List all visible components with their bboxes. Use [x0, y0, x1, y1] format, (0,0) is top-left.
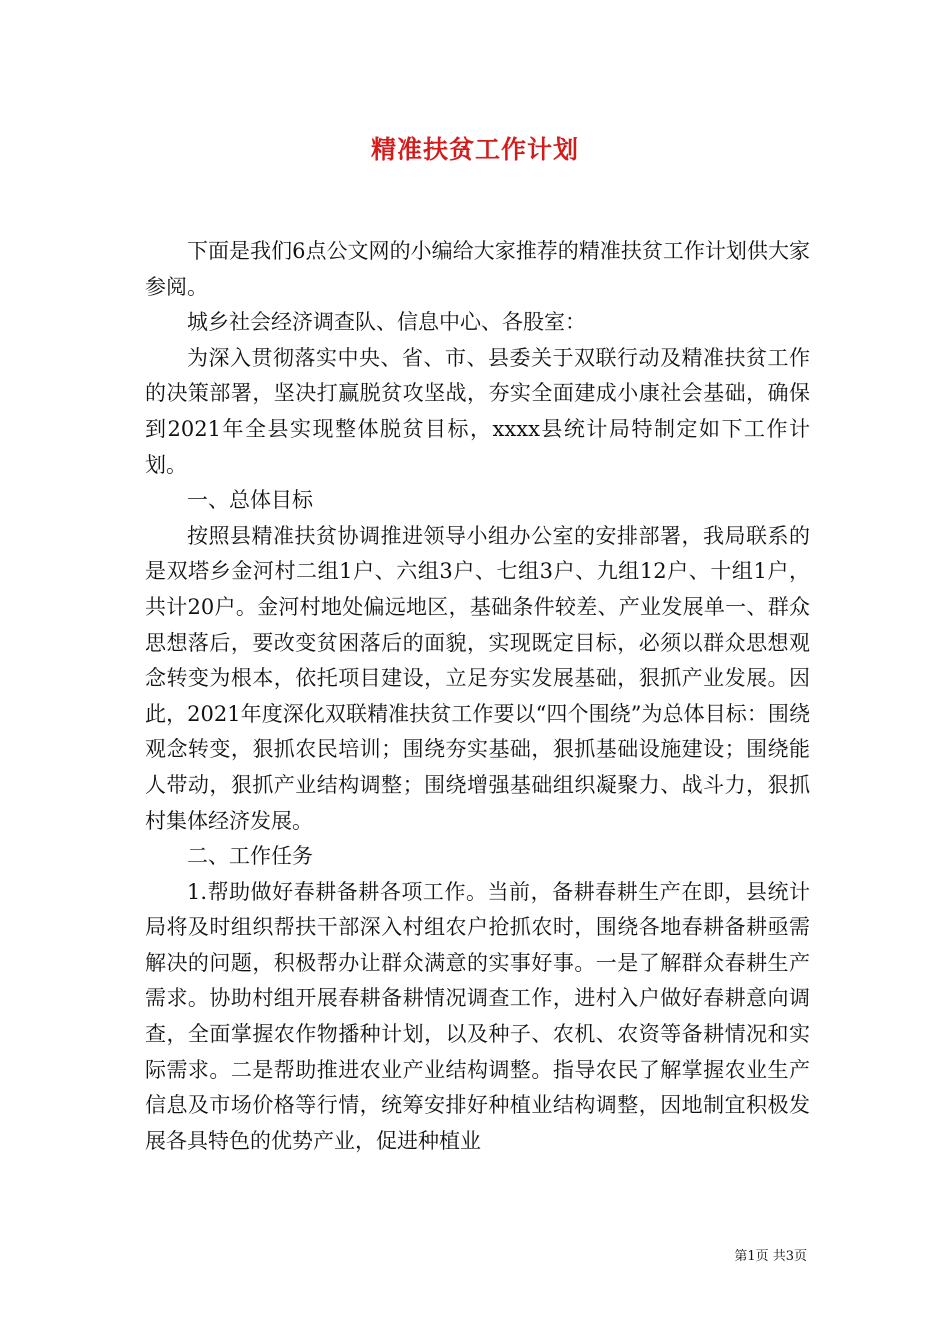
section-heading-tasks: 二、工作任务 — [187, 844, 313, 869]
task-1-paragraph: 1.帮助做好春耕备耕各项工作。当前，备耕春耕生产在即，县统计局将及时组织帮扶干部深入村组农户抢抓农时，围绕各地春耕备耕亟需解决的问题，积极帮办让群众满意的实事好事。一是了解群众春耕生产需求。协助村组开展春耕备耕情况调查工作，进村入户做好春耕意向调查，全面掌握农作物播种计划，以及种子、农机、农资等备耕情况和实际需求。二是帮助推进农业产业结构调整。指导农民了解掌握农业生产信息及市场价格等行情，统筹安排好种植业结构调整，因地制宜积极发展各具特色的优势产业，促进种植业 — [145, 879, 810, 1153]
overall-goal-paragraph: 按照县精准扶贫协调推进领导小组办公室的安排部署，我局联系的是双塔乡金河村二组1户、六组3户、七组3户、九组12户、十组1户，共计20户。金河村地处偏远地区，基础条件较差、产业发展单一、群众思想落后，要改变贫困落后的面貌，实现既定目标，必须以群众思想观念转变为根本，依托项目建设，立足夯实发展基础，狠抓产业发展。因此，2021年度深化双联精准扶贫工作要以“四个围绕”为总体目标：围绕观念转变，狠抓农民培训；围绕夯实基础，狠抓基础设施建设；围绕能人带动，狠抓产业结构调整；围绕增强基础组织凝聚力、战斗力，狠抓村集体经济发展。 — [145, 523, 810, 833]
addressee-paragraph: 城乡社会经济调查队、信息中心、各股室： — [187, 310, 586, 335]
section-heading-overall-goal: 一、总体目标 — [187, 488, 313, 513]
purpose-paragraph: 为深入贯彻落实中央、省、市、县委关于双联行动及精准扶贫工作的决策部署，坚决打赢脱贫攻坚战，夯实全面建成小康社会基础，确保到2021年全县实现整体脱贫目标，xxxx县统计局特制定如下工作计划。 — [145, 345, 810, 477]
document-title: 精准扶贫工作计划 — [370, 135, 579, 164]
page-number: 第1页 共3页 — [734, 1249, 807, 1264]
document-body — [145, 234, 810, 1159]
intro-paragraph: 下面是我们6点公文网的小编给大家推荐的精准扶贫工作计划供大家参阅。 — [145, 239, 810, 299]
